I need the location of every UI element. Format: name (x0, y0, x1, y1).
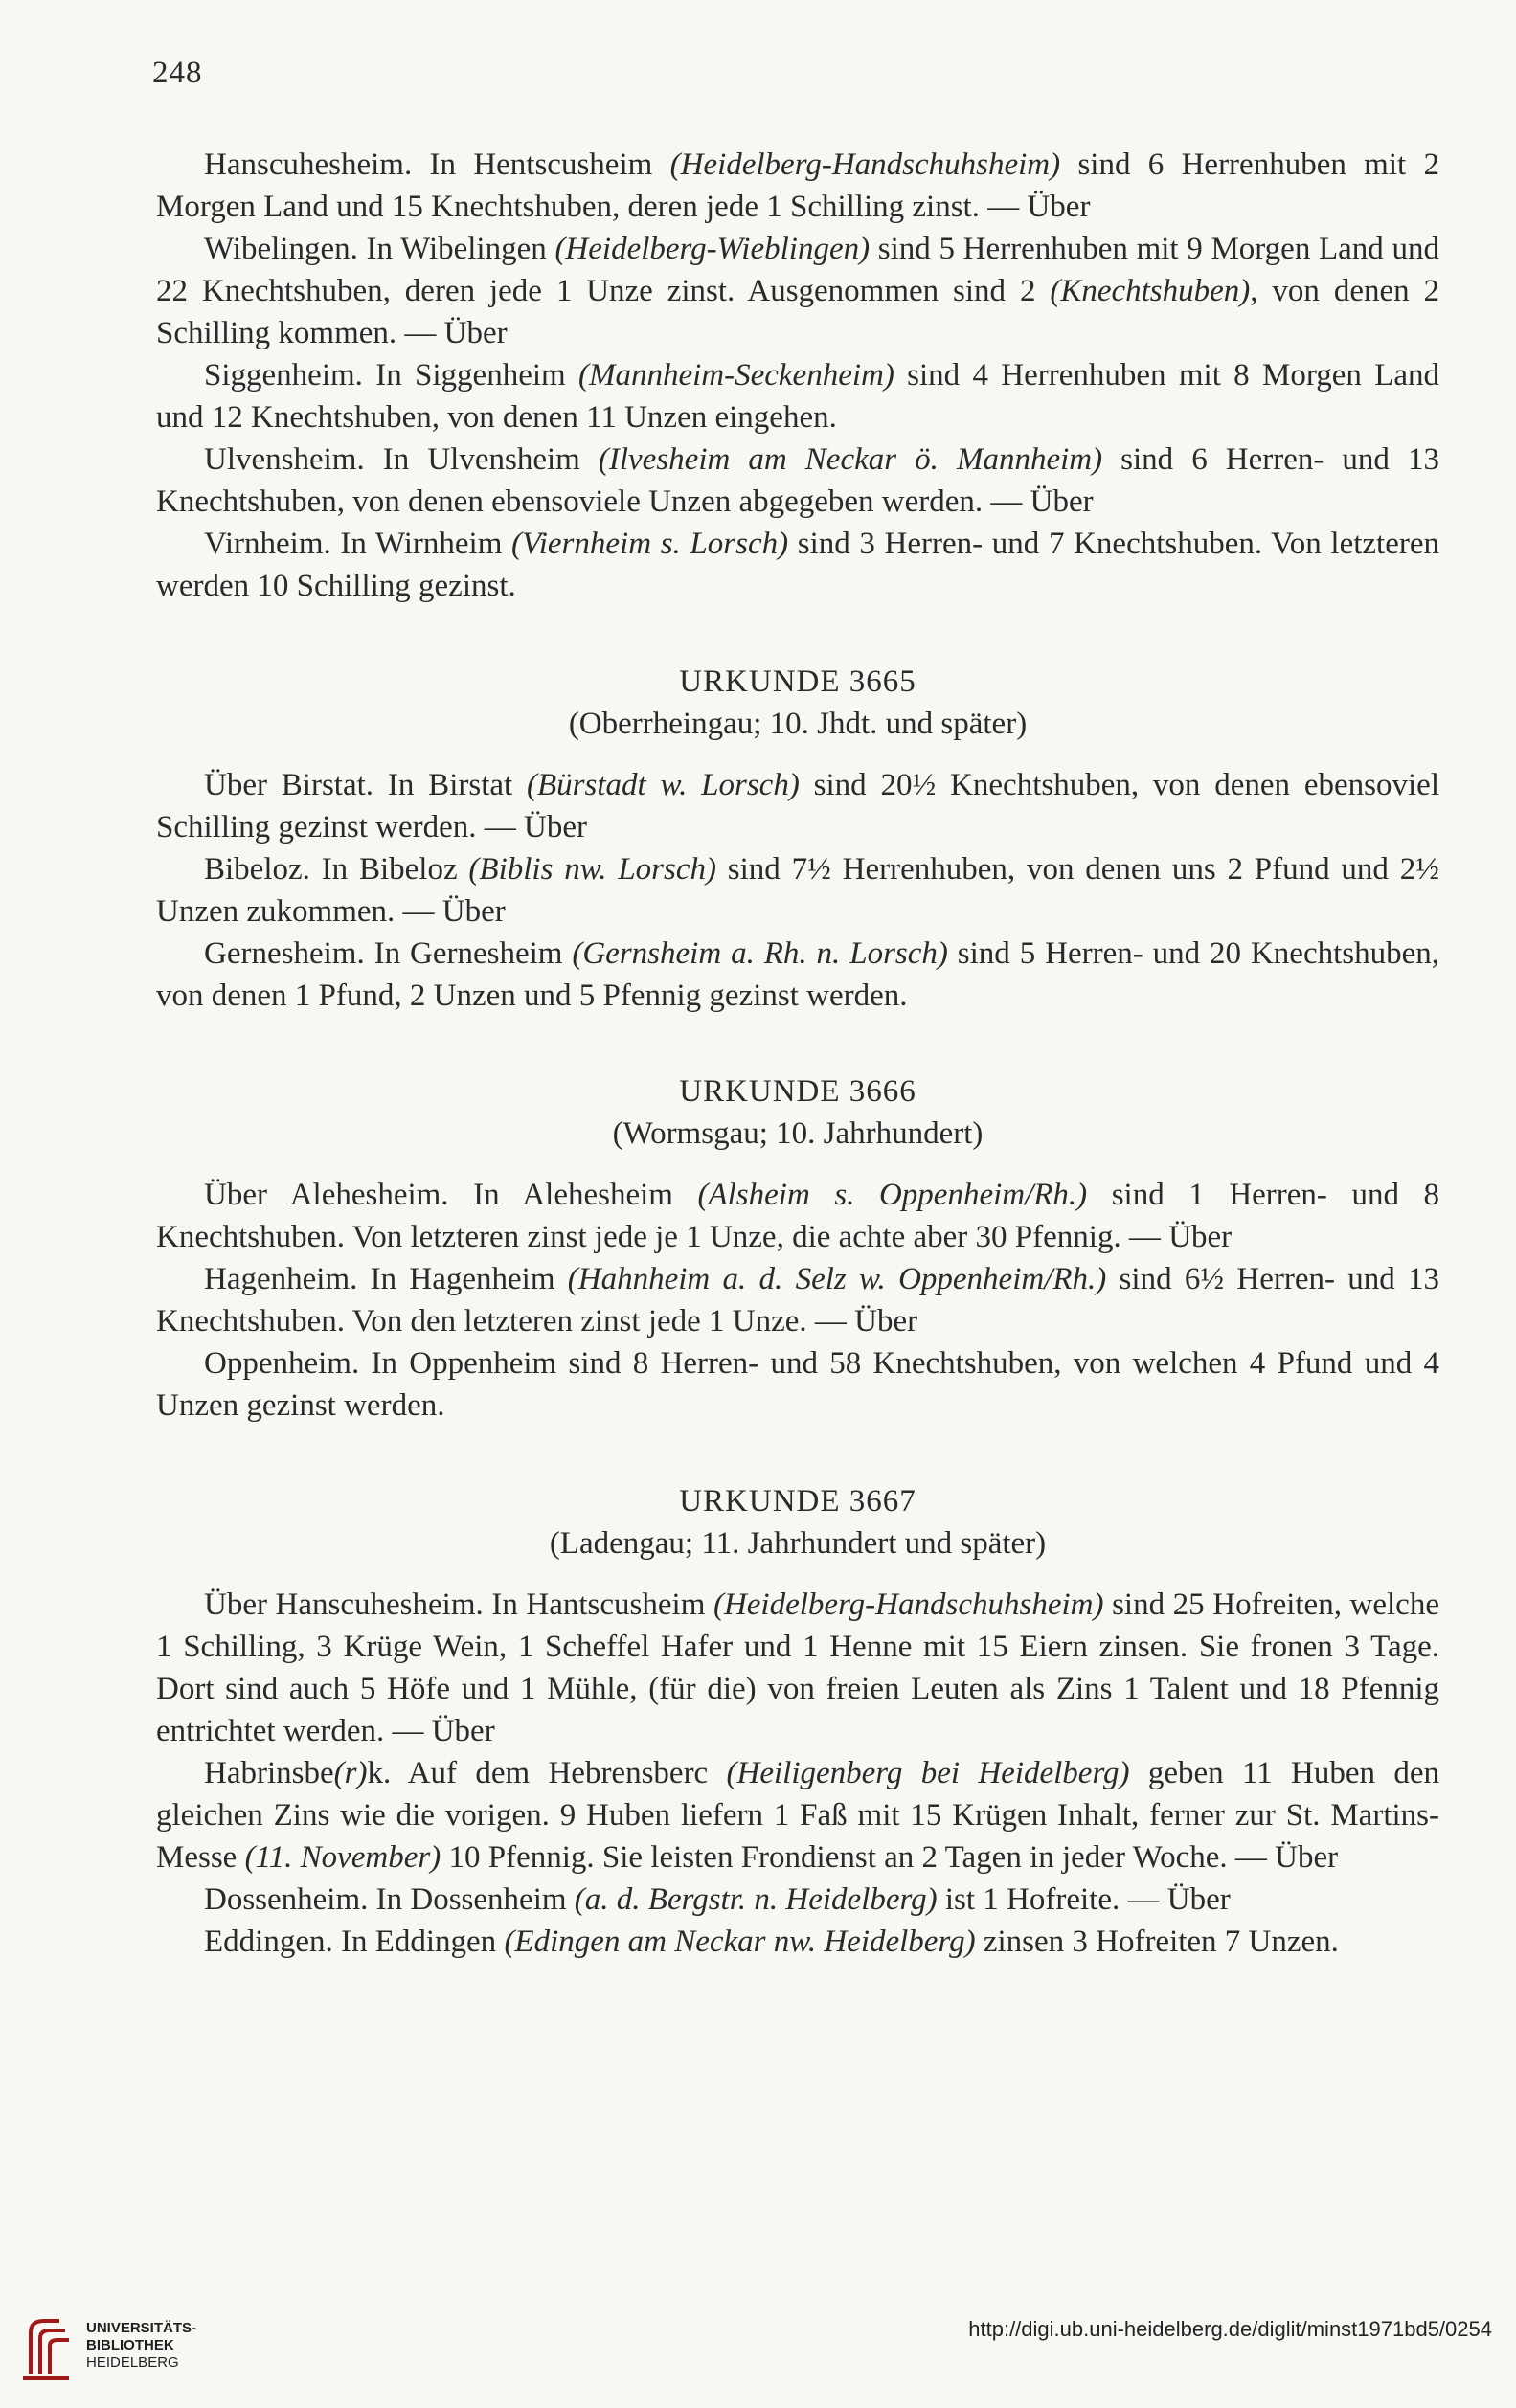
section-heading-3666 (156, 1070, 1439, 1155)
paragraph: Gernesheim. In Gernesheim (Gernsheim a. Rh. n. Lorsch) sind 5 Herren- und 20 Knechtshuben, von denen 1 Pfund, 2 Unzen und 5 Pfennig gezinst werden. (156, 936, 1439, 1013)
paragraph: Eddingen. In Eddingen (Edingen am Neckar nw. Heidelberg) zinsen 3 Hofreiten 7 Unzen. (204, 1924, 1339, 1959)
paragraph: Hagenheim. In Hagenheim (Hahnheim a. d. Selz w. Oppenheim/Rh.) sind 6½ Herren- und 13 Knechtshuben. Von den letzteren zinst jede 1 Unze. — Über (156, 1262, 1439, 1339)
paragraph: Wibelingen. In Wibelingen (Heidelberg-Wieblingen) sind 5 Herrenhuben mit 9 Morgen Land und 22 Knechtshuben, deren jede 1 Unze zinst. Ausgenommen sind 2 (Knechtshuben), von denen 2 Schilling kommen. — Über (156, 232, 1439, 350)
paragraph: Oppenheim. In Oppenheim sind 8 Herren- und 58 Knechtshuben, von welchen 4 Pfund und 4 Unzen gezinst werden. (156, 1346, 1439, 1423)
library-logo-icon (17, 2307, 75, 2384)
library-logo-text (86, 2320, 196, 2372)
paragraph: Über Alehesheim. In Alehesheim (Alsheim s. Oppenheim/Rh.) sind 1 Herren- und 8 Knechtshuben. Von letzteren zinst jede je 1 Unze, die achte aber 30 Pfennig. — Über (156, 1178, 1439, 1254)
section-heading-3665 (156, 661, 1439, 745)
logo-line: UNIVERSITÄTS- (86, 2320, 197, 2336)
logo-line: HEIDELBERG (86, 2354, 179, 2371)
heading-subtitle: (Oberrheingau; 10. Jhdt. und später) (568, 707, 1028, 741)
section-heading-3667 (156, 1480, 1439, 1564)
logo-line: BIBLIOTHEK (86, 2337, 174, 2353)
paragraph: Ulvensheim. In Ulvensheim (Ilvesheim am Neckar ö. Mannheim) sind 6 Herren- und 13 Knechtshuben, von denen ebensoviele Unzen abgegeben werden. — Über (156, 442, 1440, 519)
heading-subtitle: (Wormsgau; 10. Jahrhundert) (612, 1116, 984, 1151)
paragraph: Hanscuhesheim. In Hentscusheim (Heidelberg-Handschuhsheim) sind 6 Herrenhuben mit 2 Morgen Land und 15 Knechtshuben, deren jede 1 Schilling zinst. — Über (156, 147, 1439, 224)
paragraph: Virnheim. In Wirnheim (Viernheim s. Lorsch) sind 3 Herren- und 7 Knechtshuben. Von letzteren werden 10 Schilling gezinst. (156, 527, 1439, 603)
heading: URKUNDE 3667 (679, 1484, 916, 1519)
paragraph: Bibeloz. In Bibeloz (Biblis nw. Lorsch) sind 7½ Herrenhuben, von denen uns 2 Pfund und 2½ Unzen zukommen. — Über (156, 852, 1439, 929)
library-logo (17, 2307, 196, 2384)
source-url-link[interactable]: http://digi.ub.uni-heidelberg.de/diglit/minst1971bd5/0254 (968, 2317, 1492, 2341)
paragraph: Dossenheim. In Dossenheim (a. d. Bergstr. n. Heidelberg) ist 1 Hofreite. — Über (204, 1882, 1231, 1917)
paragraph: Über Hanscuhesheim. In Hantscusheim (Heidelberg-Handschuhsheim) sind 25 Hofreiten, welche 1 Schilling, 3 Krüge Wein, 1 Scheffel Hafer und 1 Henne mit 15 Eiern zinsen. Sie fronen 3 Tage. Dort sind auch 5 Höfe und 1 Mühle, (für die) von freien Leuten als Zins 1 Talent und 18 Pfennig entrichtet werden. — Über (156, 1587, 1439, 1748)
main-text (156, 144, 1439, 1963)
heading: URKUNDE 3665 (679, 664, 916, 699)
paragraph: Über Birstat. In Birstat (Bürstadt w. Lorsch) sind 20½ Knechtshuben, von denen ebensoviel Schilling gezinst werden. — Über (156, 768, 1439, 844)
page-number: 248 (152, 56, 203, 90)
logo-strokes (23, 2321, 69, 2378)
heading: URKUNDE 3666 (679, 1074, 916, 1109)
heading-subtitle: (Ladengau; 11. Jahrhundert und später) (549, 1526, 1047, 1561)
paragraph: Siggenheim. In Siggenheim (Mannheim-Seckenheim) sind 4 Herrenhuben mit 8 Morgen Land und 12 Knechtshuben, von denen 11 Unzen eingehen. (156, 358, 1439, 435)
paragraph: Habrinsbe(r)k. Auf dem Hebrensberc (Heiligenberg bei Heidelberg) geben 11 Huben den gleichen Zins wie die vorigen. 9 Huben liefern 1 Faß mit 15 Krügen Inhalt, ferner zur St. Martins-Messe (11. November) 10 Pfennig. Sie leisten Frondienst an 2 Tagen in jeder Woche. — Über (156, 1756, 1439, 1875)
